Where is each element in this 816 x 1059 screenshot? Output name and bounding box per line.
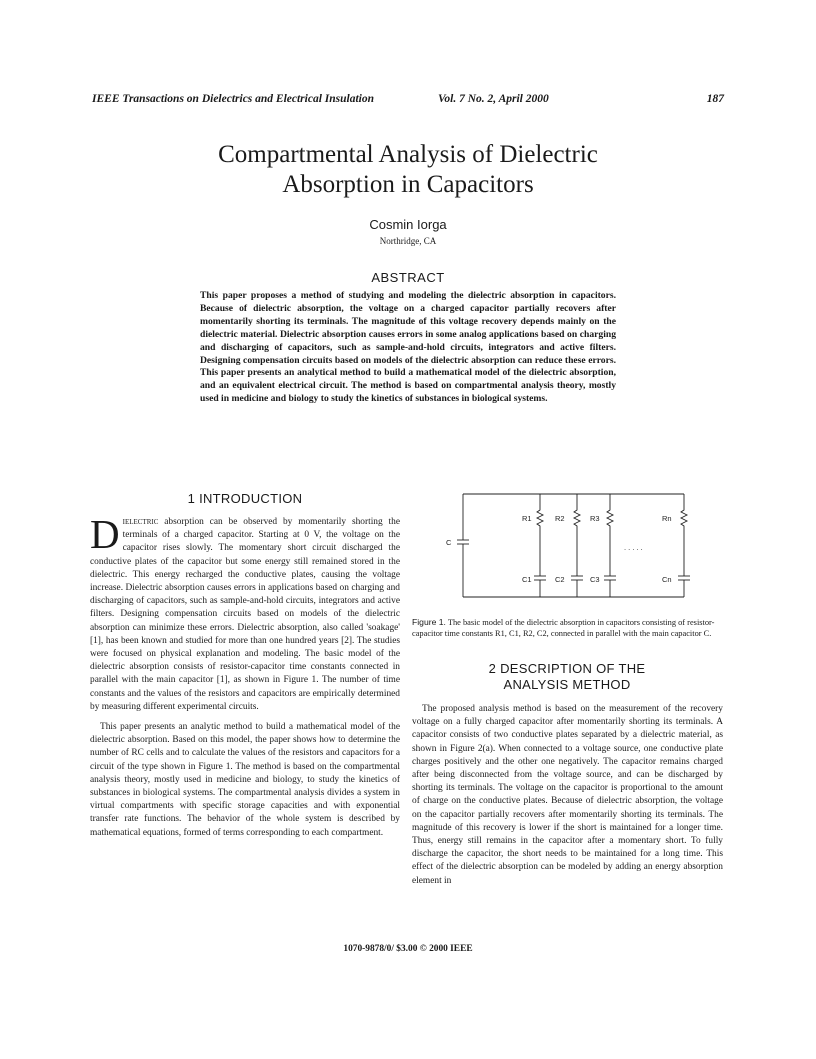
label-rn: Rn bbox=[662, 514, 672, 523]
running-header bbox=[92, 93, 724, 109]
section-2-heading bbox=[412, 661, 722, 693]
label-c1: C1 bbox=[522, 575, 532, 584]
figure-1-circuit bbox=[412, 490, 724, 606]
label-r3: R3 bbox=[590, 514, 600, 523]
page-number: 187 bbox=[706, 93, 724, 105]
label-c2: C2 bbox=[555, 575, 565, 584]
author-affiliation: Northridge, CA bbox=[379, 236, 437, 246]
section-2-heading-line-2: ANALYSIS METHOD bbox=[503, 677, 631, 692]
label-r2: R2 bbox=[555, 514, 565, 523]
intro-paragraph-1 bbox=[90, 511, 400, 714]
volume-info: Vol. 7 No. 2, April 2000 bbox=[438, 93, 549, 105]
section-1-body bbox=[90, 511, 400, 840]
ellipsis: . . . . . bbox=[624, 543, 643, 552]
drop-cap: D bbox=[90, 511, 120, 557]
section-2-body bbox=[412, 703, 723, 888]
figure-1-caption bbox=[412, 617, 723, 639]
copyright-footer: 1070-9878/0/ $3.00 © 2000 IEEE bbox=[343, 944, 473, 954]
section-1-heading: 1 INTRODUCTION bbox=[187, 491, 303, 506]
drop-cap-word-rest: ielectric bbox=[122, 517, 159, 527]
label-cn: Cn bbox=[662, 575, 672, 584]
figure-1-label: Figure 1. bbox=[412, 617, 446, 627]
author-name: Cosmin Iorga bbox=[369, 217, 447, 232]
paper-title bbox=[150, 140, 666, 200]
intro-paragraph-2: This paper presents an analytic method to build a mathematical model of the dielectric absorption. Based on this model, the paper shows how to determine the number of RC cells and to calculate the values of the resistors and capacitors for a circuit of the type shown in Figure 1. The method is based on the compartmental analysis theory, mostly used in medicine and biology, to study the kinetics of substances in biological systems. The compartmental analysis divides a system in virtual compartments with specific storage capacities and with exponential transfer rate functions. The behavior of the whole system is described by mathematical equations, formed of terms corresponding to each compartment. bbox=[90, 722, 400, 838]
section-2-heading-line-1: 2 DESCRIPTION OF THE bbox=[488, 661, 646, 676]
section-2-paragraph-1: The proposed analysis method is based on the measurement of the recovery voltage on a fully charged capacitor after momentarily shorting its terminals. A capacitor consists of two conductive plates separated by a dielectric material, as shown in Figure 2(a). When connected to a voltage source, one conductive plate charges positively and the other one negatively. The capacitor remains charged after being disconnected from the voltage source, and can be discharged by shorting its terminals. The voltage on the capacitor is proportional to the amount of charge on the conductive plates. Because of dielectric absorption, the voltage on the capacitor partially recovers after momentarily shorting its terminals. The magnitude of this recovery is lower if the short is maintained for a longer time. Thus, energy still remains in the capacitor after a momentary short. To fully discharge the capacitor, the short needs to be maintained for a long time. This effect of the dielectric absorption can be modeled by adding an energy absorption element in bbox=[412, 704, 723, 886]
title-line-1: Compartmental Analysis of Dielectric bbox=[218, 141, 598, 168]
label-r1: R1 bbox=[522, 514, 532, 523]
label-c3: C3 bbox=[590, 575, 600, 584]
abstract-text: This paper proposes a method of studying and modeling the dielectric absorption in capacitors. Because of dielectric absorption, the voltage on a charged capacitor partially recovers after momentarily shorting its terminals. The magnitude of this voltage recovery depends mainly on the dielectric material. Dielectric absorption causes errors in some analog applications based on charging and discharging of capacitors, such as sample-and-hold circuits, integrators and active filters. Designing compensation circuits based on models of the dielectric absorption can reduce these errors. This paper presents an analytical method to build a mathematical model of the dielectric absorption, and an equivalent electrical circuit. The method is based on compartmental analysis theory, mostly used in medicine and biology to study the kinetics of substances in biological systems. bbox=[200, 290, 616, 405]
intro-paragraph-1-text: absorption can be observed by momentarily shorting the terminals of a charged capacitor. Starting at 0 V, the voltage on the capacitor rises slowly. The momentary short circuit discharged the conductive plates of the capacitor but some energy still remained stored in the dielectric. This energy recharged the conductive plates, causing the voltage increase. Dielectric absorption causes errors in applications based on charging and discharging of capacitors, such as sample-and-hold circuits, integrators and active filters. Designing compensation circuits based on models of the dielectric absorption can minimize these errors. Dielectric absorption, also called 'soakage' [1], has been known and studied for more than one hundred years [2]. The studies were focused on physical explanation and modeling. The basic model of the dielectric absorption consists of resistor-capacitor time constants connected in parallel with the main capacitor [1], as shown in Figure 1. The number of time constants and the values of the resistors and capacitors are empirically determined by measuring different experimental circuits. bbox=[90, 517, 400, 712]
label-c: C bbox=[446, 538, 452, 547]
journal-name: IEEE Transactions on Dielectrics and Electrical Insulation bbox=[92, 93, 375, 105]
figure-1-caption-text: The basic model of the dielectric absorption in capacitors consisting of resistor-capacitor time constants R1, C1, R2, C2, connected in parallel with the main capacitor C. bbox=[412, 618, 715, 638]
abstract-heading: ABSTRACT bbox=[371, 270, 445, 285]
title-line-2: Absorption in Capacitors bbox=[282, 171, 534, 198]
